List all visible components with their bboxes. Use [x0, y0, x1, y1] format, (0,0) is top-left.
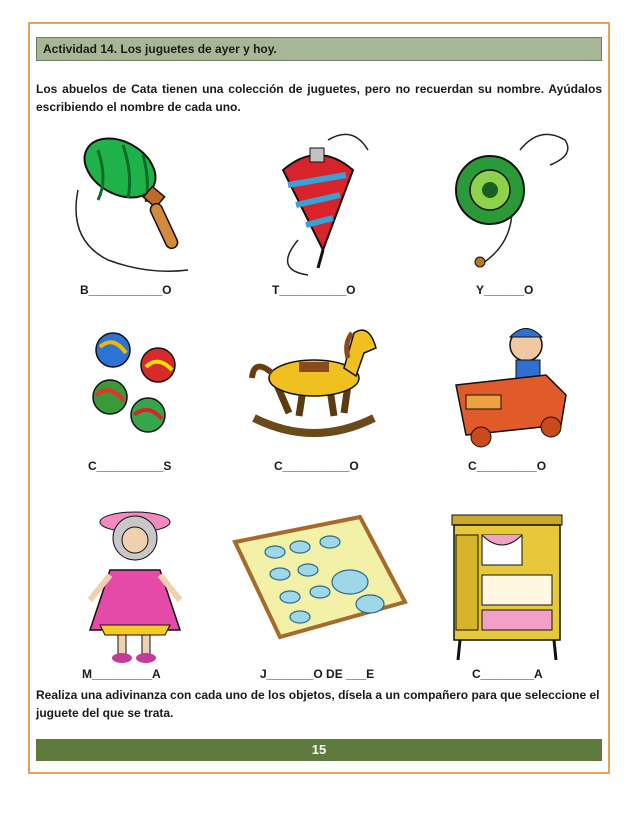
intro-paragraph: Los abuelos de Cata tienen una colección de juguetes, pero no recuerdan su nombre. Ayúdalos escribiendo el nombre de cada uno. [36, 82, 602, 114]
toy-cupboard-icon [442, 500, 572, 665]
activity-title-bar [36, 37, 602, 61]
instructions-paragraph: Realiza una adivinanza con cada uno de los objetos, dísela a un compañero para que seleccione el juguete del que se trata. [36, 688, 600, 720]
toy-blank: M_________A [82, 667, 161, 681]
maraca-icon [68, 130, 198, 275]
spinning-top-icon [258, 130, 378, 280]
yoyo-icon [450, 130, 575, 275]
toy-blank: C________A [472, 667, 543, 681]
rocking-horse-icon [244, 318, 384, 448]
page-number: 15 [311, 742, 327, 757]
toy-blank: Y______O [476, 283, 534, 297]
toy-blank: C_________O [468, 459, 547, 473]
activity-title: Actividad 14. Los juguetes de ayer y hoy. [43, 42, 277, 56]
marbles-icon [88, 325, 188, 445]
toy-blank: C__________S [88, 459, 172, 473]
toy-car-icon [446, 315, 576, 455]
toy-blank: B___________O [80, 283, 172, 297]
footer-bar [36, 739, 602, 761]
toy-blank: T__________O [272, 283, 356, 297]
doll-icon [80, 500, 190, 670]
toy-blank: C__________O [274, 459, 359, 473]
toy-blank: J_______O DE ___E [260, 667, 375, 681]
tea-set-icon [230, 512, 410, 642]
